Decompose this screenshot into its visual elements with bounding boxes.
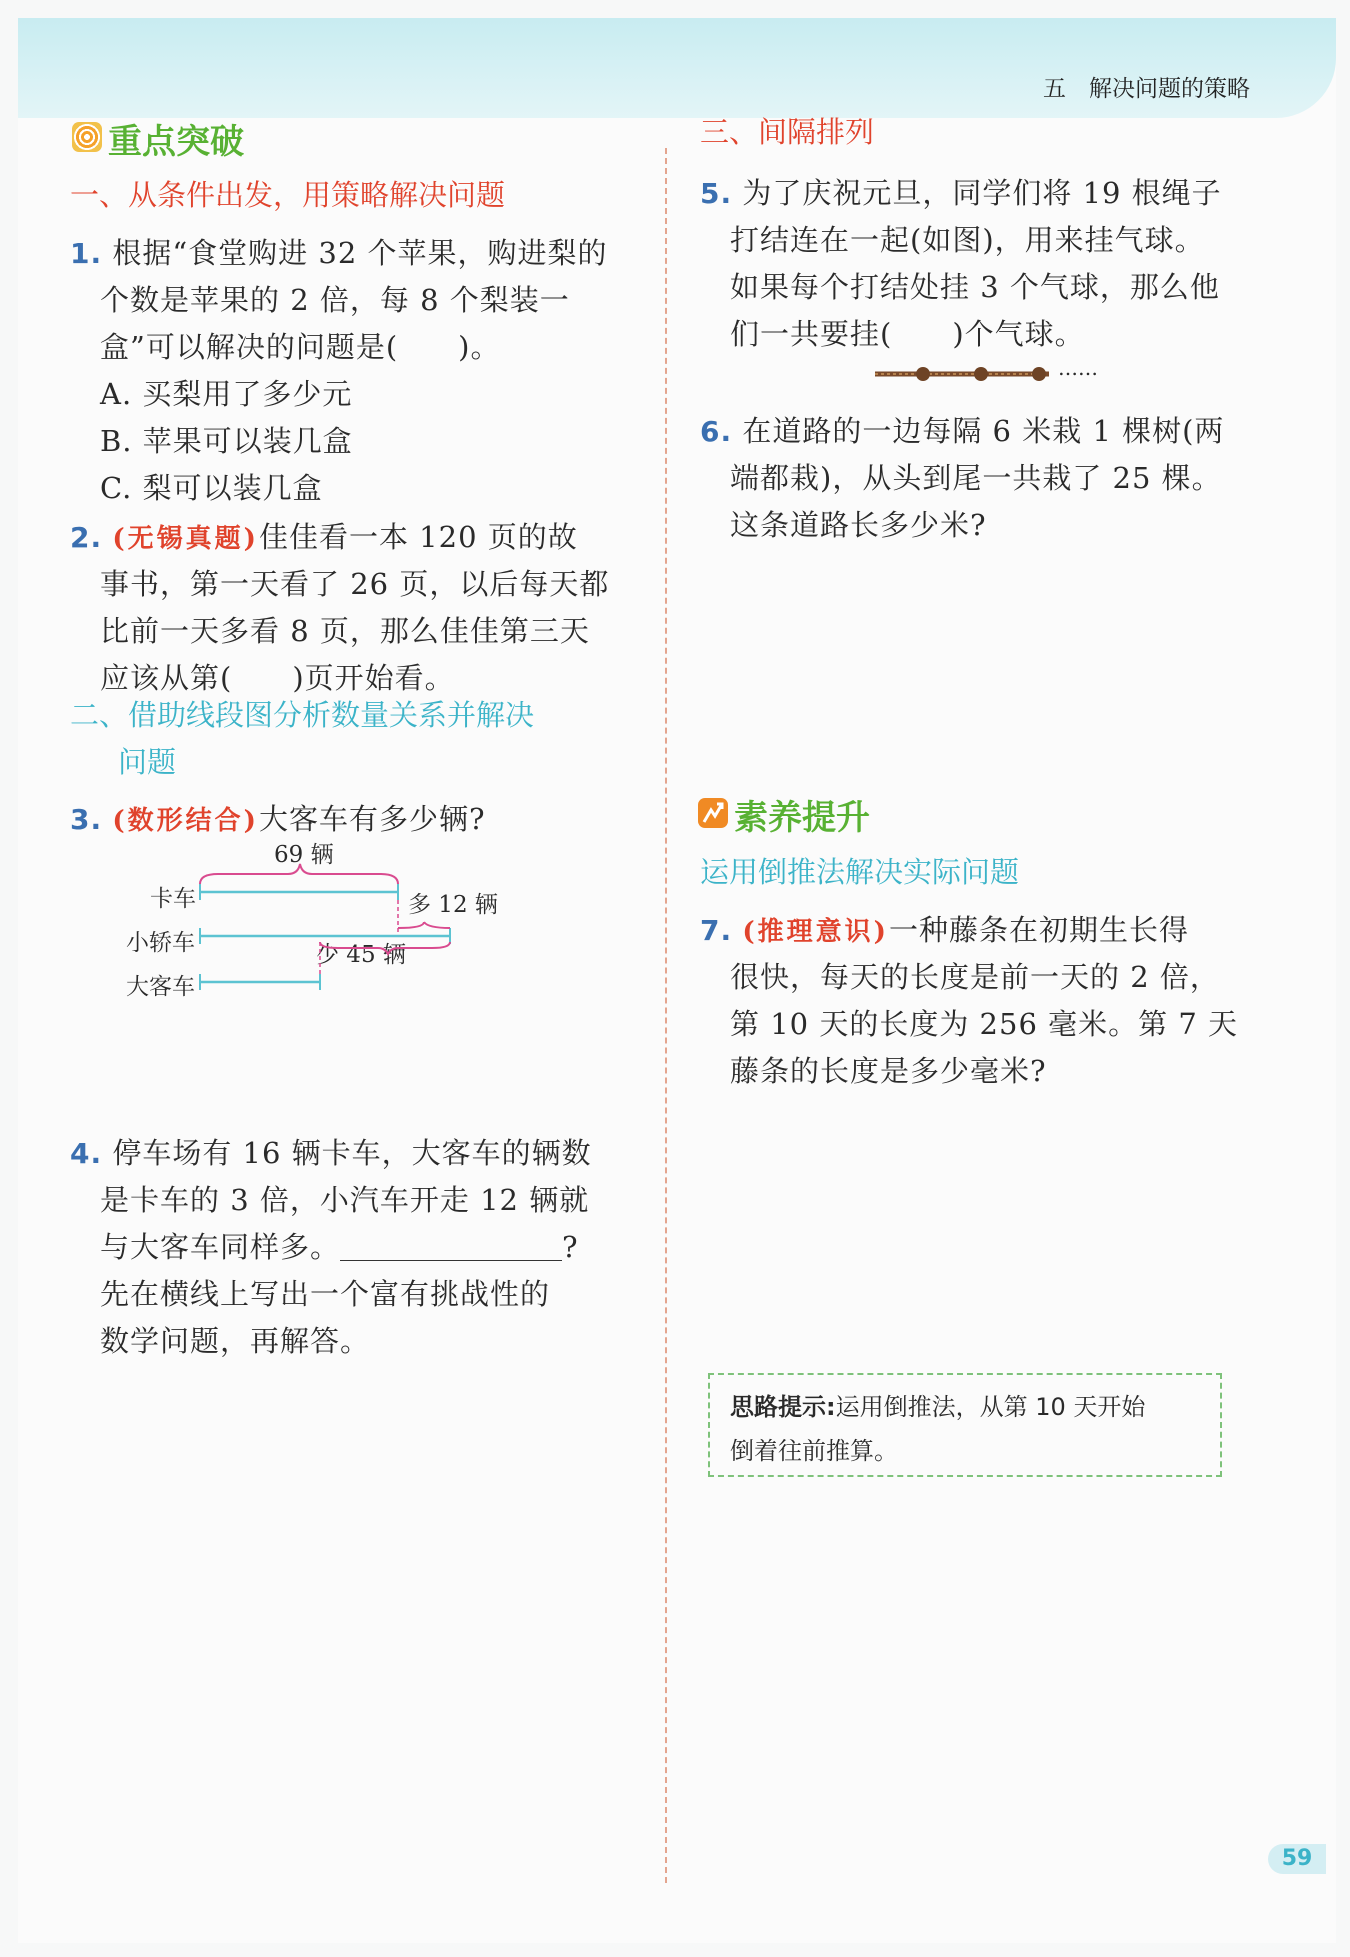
diagram-row-car: 小轿车 bbox=[126, 930, 195, 956]
q7-line1: 7. (推理意识)一种藤条在初期生长得 bbox=[700, 913, 1189, 947]
hint-line2: 倒着往前推算。 bbox=[730, 1437, 898, 1465]
subsection-2-line2: 问题 bbox=[118, 745, 177, 779]
target-icon bbox=[72, 122, 102, 152]
column-divider bbox=[665, 148, 667, 1883]
q6-line2: 端都栽)，从头到尾一共栽了 25 棵。 bbox=[730, 461, 1222, 495]
q7-line3: 第 10 天的长度为 256 毫米。第 7 天 bbox=[730, 1007, 1239, 1041]
diagram-row-bus: 大客车 bbox=[126, 974, 195, 1000]
q1-line1: 1. 根据“食堂购进 32 个苹果，购进梨的 bbox=[70, 236, 608, 270]
q7-number: 7. bbox=[700, 914, 733, 947]
q6-number: 6. bbox=[700, 415, 733, 448]
q4-number: 4. bbox=[70, 1137, 103, 1170]
q4-line2: 是卡车的 3 倍，小汽车开走 12 辆就 bbox=[100, 1183, 590, 1217]
q4-line3: 与大客车同样多。 ? bbox=[100, 1230, 579, 1264]
header-band bbox=[18, 18, 1336, 118]
diagram-label-69: 69 辆 bbox=[274, 842, 334, 868]
q1-option-b: B. 苹果可以装几盒 bbox=[100, 424, 353, 458]
q6-line1: 6. 在道路的一边每隔 6 米栽 1 棵树(两 bbox=[700, 414, 1225, 448]
q7-line4: 藤条的长度是多少毫米? bbox=[730, 1054, 1047, 1088]
q3-number: 3. bbox=[70, 803, 103, 836]
q5-line4: 们一共要挂( )个气球。 bbox=[730, 317, 1085, 351]
q1-line3: 盒”可以解决的问题是( )。 bbox=[100, 330, 501, 364]
q2-tag: (无锡真题) bbox=[112, 524, 259, 554]
q2-line1: 2. (无锡真题)佳佳看一本 120 页的故 bbox=[70, 520, 578, 554]
q4-line5: 数学问题，再解答。 bbox=[100, 1324, 371, 1358]
hint-label: 思路提示: bbox=[730, 1393, 836, 1421]
subsection-3: 三、间隔排列 bbox=[700, 115, 875, 149]
page bbox=[18, 18, 1336, 1943]
subsection-4: 运用倒推法解决实际问题 bbox=[700, 855, 1020, 889]
q5-line2: 打结连在一起(如图)，用来挂气球。 bbox=[730, 223, 1205, 257]
q1-option-a: A. 买梨用了多少元 bbox=[100, 377, 353, 411]
q2-number: 2. bbox=[70, 521, 103, 554]
q7-tag: (推理意识) bbox=[742, 917, 889, 947]
q3-line1: 3. (数形结合)大客车有多少辆? bbox=[70, 802, 486, 836]
q2-line2: 事书，第一天看了 26 页，以后每天都 bbox=[100, 567, 610, 601]
brace-69 bbox=[200, 864, 398, 884]
q3-tag: (数形结合) bbox=[112, 806, 259, 836]
diagram-label-more: 多 12 辆 bbox=[408, 892, 498, 918]
section-title-focus: 重点突破 bbox=[108, 122, 244, 162]
answer-blank[interactable] bbox=[340, 1230, 562, 1261]
q1-line2: 个数是苹果的 2 倍，每 8 个梨装一 bbox=[100, 283, 570, 317]
growth-icon bbox=[698, 798, 728, 828]
page-number: 59 bbox=[1268, 1844, 1326, 1874]
q4-line4: 先在横线上写出一个富有挑战性的 bbox=[100, 1277, 551, 1311]
chapter-title: 五 解决问题的策略 bbox=[1043, 76, 1250, 102]
q5-number: 5. bbox=[700, 177, 733, 210]
diagram-label-less: 少 45 辆 bbox=[316, 942, 406, 968]
subsection-2-line1: 二、借助线段图分析数量关系并解决 bbox=[70, 698, 535, 732]
hint-line1: 思路提示:运用倒推法，从第 10 天开始 bbox=[730, 1393, 1146, 1421]
brace-more bbox=[398, 922, 450, 928]
q2-line4: 应该从第( )页开始看。 bbox=[100, 661, 455, 695]
brace-less bbox=[320, 942, 450, 954]
q6-line3: 这条道路长多少米? bbox=[730, 508, 987, 542]
line-segment-diagram bbox=[188, 856, 458, 996]
q5-line3: 如果每个打结处挂 3 个气球，那么他 bbox=[730, 270, 1220, 304]
section-title-improve: 素养提升 bbox=[734, 798, 870, 838]
subsection-1: 一、从条件出发，用策略解决问题 bbox=[70, 178, 506, 212]
diagram-row-truck: 卡车 bbox=[150, 886, 196, 912]
q1-number: 1. bbox=[70, 237, 103, 270]
hint-box bbox=[708, 1373, 1222, 1477]
knotted-rope-image bbox=[873, 362, 1053, 386]
rope-ellipsis: …… bbox=[1058, 356, 1098, 380]
q4-line1: 4. 停车场有 16 辆卡车，大客车的辆数 bbox=[70, 1136, 592, 1170]
q7-line2: 很快，每天的长度是前一天的 2 倍， bbox=[730, 960, 1220, 994]
q2-line3: 比前一天多看 8 页，那么佳佳第三天 bbox=[100, 614, 590, 648]
q1-option-c: C. 梨可以装几盒 bbox=[100, 471, 323, 505]
q5-line1: 5. 为了庆祝元旦，同学们将 19 根绳子 bbox=[700, 176, 1222, 210]
